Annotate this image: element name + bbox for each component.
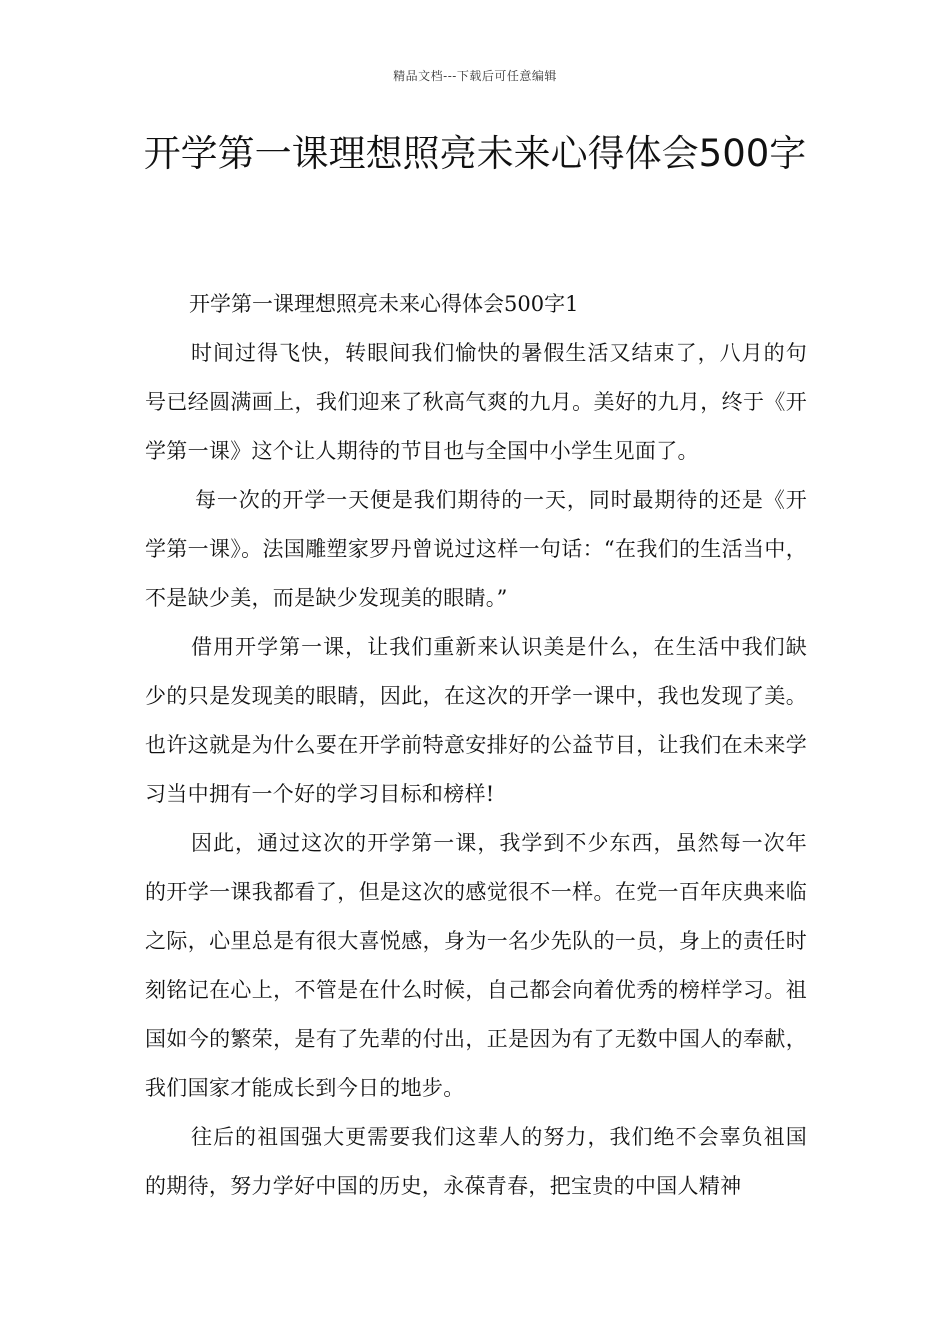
document-title: 开学第一课理想照亮未来心得体会500字 xyxy=(143,132,807,175)
paragraph-3: 借用开学第一课，让我们重新来认识美是什么，在生活中我们缺少的只是发现美的眼睛，因此，在这次的开学一课中，我也发现了美。也许这就是为什么要在开学前特意安排好的公益节目，让我们在未来学习当中拥有一个好的学习目标和榜样! xyxy=(145,635,807,806)
header-note: 精品文档---下载后可任意编辑 xyxy=(393,69,557,83)
document-body xyxy=(145,280,807,1211)
paragraph-2: 每一次的开学一天便是我们期待的一天，同时最期待的还是《开学第一课》。法国雕塑家罗丹曾说过这样一句话：“在我们的生活当中，不是缺少美，而是缺少发现美的眼睛。” xyxy=(145,488,807,610)
paragraph-1: 时间过得飞快，转眼间我们愉快的暑假生活又结束了，八月的句号已经圆满画上，我们迎来了秋高气爽的九月。美好的九月，终于《开学第一课》这个让人期待的节目也与全国中小学生见面了。 xyxy=(145,341,807,463)
paragraph-4: 因此，通过这次的开学第一课，我学到不少东西，虽然每一次年的开学一课我都看了，但是这次的感觉很不一样。在党一百年庆典来临之际，心里总是有很大喜悦感，身为一名少先队的一员，身上的责任时刻铭记在心上，不管是在什么时候，自己都会向着优秀的榜样学习。祖国如今的繁荣，是有了先辈的付出，正是因为有了无数中国人的奉献，我们国家才能成长到今日的地步。 xyxy=(145,831,807,1100)
section-subtitle: 开学第一课理想照亮未来心得体会500字1 xyxy=(189,292,579,316)
paragraph-5: 往后的祖国强大更需要我们这辈人的努力，我们绝不会辜负祖国的期待，努力学好中国的历史，永葆青春，把宝贵的中国人精神 xyxy=(145,1125,807,1198)
